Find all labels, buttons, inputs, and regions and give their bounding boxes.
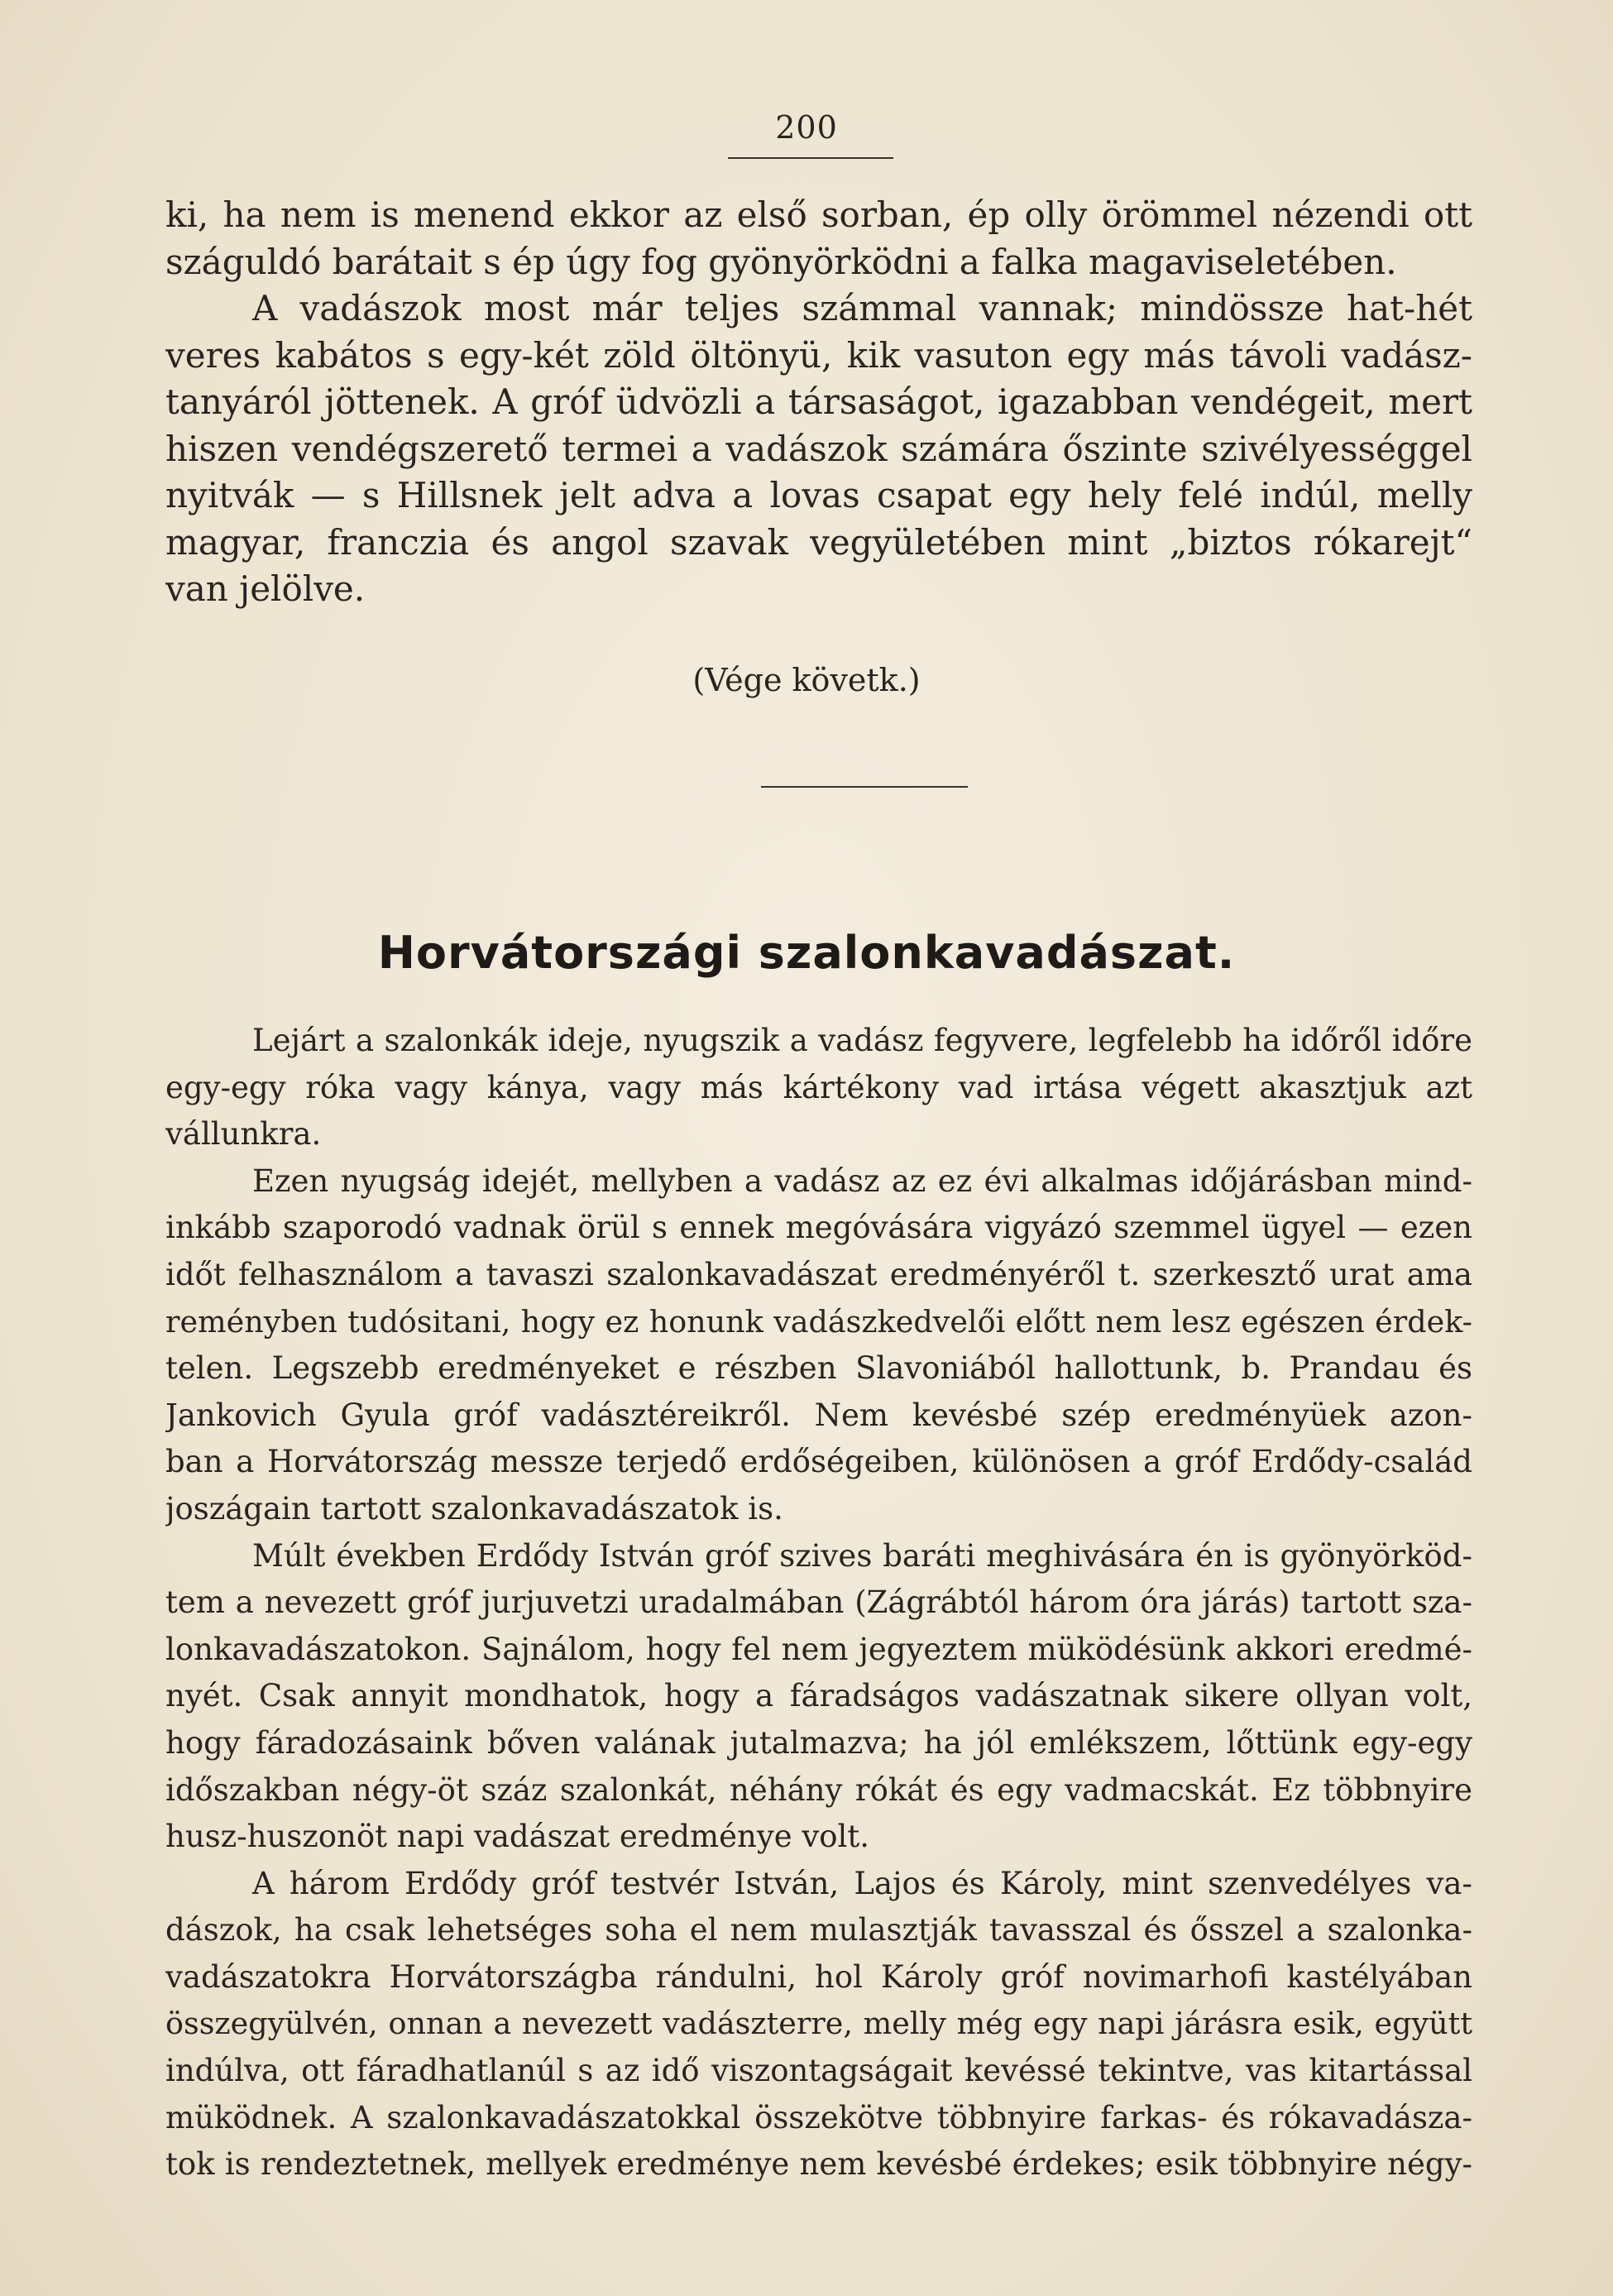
article-title: Horvátországi szalonkavadászat. (377, 927, 1236, 979)
text-line: reményben tudósitani, hogy ez honunk vadászkedvelői előtt nem lesz egészen érdek- (165, 1303, 1472, 1340)
continuation-note: (Vége követk.) (692, 662, 921, 698)
text-line: összegyülvén, onnan a nevezett vadászterre, melly még egy napi járásra esik, együtt (165, 2006, 1472, 2042)
text-line: hiszen vendégszerető termei a vadászok számára őszinte szivélyességgel (165, 428, 1472, 469)
text-line: időszakban négy-öt száz szalonkát, néhány rókát és egy vadmacskát. Ez többnyire (165, 1771, 1472, 1808)
text-line: tok is rendeztetnek, mellyek eredménye nem kevésbé érdekes; esik többnyire négy- (165, 2146, 1472, 2183)
text-line: nyitvák — s Hillsnek jelt adva a lovas csapat egy hely felé indúl, melly (165, 475, 1472, 515)
text-line: A vadászok most már teljes számmal vannak; mindössze hat-hét (252, 288, 1472, 328)
text-line: egy-egy róka vagy kánya, vagy más kártékony vad irtása végett akasztjuk azt (165, 1069, 1472, 1105)
text-line: indúlva, ott fáradhatlanúl s az idő viszontagságait kevéssé tekintve, vas kitartással (165, 2053, 1472, 2089)
article-body (165, 1018, 1472, 2188)
text-line: Jankovich Gyula gróf vadásztéreikről. Nem kevésbé szép eredményüek azon- (165, 1397, 1472, 1433)
text-line: időt felhasználom a tavaszi szalonkavadászat eredményéről t. szerkesztő urat ama (165, 1256, 1472, 1292)
text-line: magyar, franczia és angol szavak vegyületében mint „biztos rókarejt“ (165, 521, 1472, 563)
text-line: Lejárt a szalonkák ideje, nyugszik a vadász fegyvere, legfelebb ha időről időre (252, 1023, 1472, 1058)
text-line: ki, ha nem is menend ekkor az első sorban, ép olly örömmel nézendi ott (165, 194, 1472, 235)
text-line: van jelölve. (165, 568, 366, 609)
page-number: 200 (775, 109, 838, 146)
text-line: Ezen nyugság idejét, mellyben a vadász az ez évi alkalmas időjárásban mind- (252, 1162, 1472, 1199)
previous-article-text (165, 192, 1472, 613)
text-line: ban a Horvátország messze terjedő erdőségeiben, különösen a gróf Erdődy-család (165, 1444, 1472, 1480)
text-line: lonkavadászatokon. Sajnálom, hogy fel nem jegyeztem müködésünk akkori eredmé- (165, 1631, 1472, 1667)
text-line: husz-huszonöt napi vadászat eredménye volt. (165, 1819, 870, 1855)
text-line: vállunkra. (165, 1116, 322, 1153)
text-line: Múlt években Erdődy István gróf szives baráti meghivására én is gyönyörköd- (252, 1537, 1472, 1574)
text-line: dászok, ha csak lehetséges soha el nem mulasztják tavasszal és ősszel a szalonka- (165, 1912, 1472, 1948)
text-line: hogy fáradozásaink bőven valának jutalmazva; ha jól emlékszem, lőttünk egy-egy (165, 1724, 1472, 1761)
section-divider (761, 786, 968, 788)
page-number-rule (728, 157, 893, 159)
text-line: joszágain tartott szalonkavadászatok is. (165, 1490, 783, 1527)
text-line: veres kabátos s egy-két zöld öltönyü, kik vasuton egy más távoli vadász- (165, 334, 1472, 376)
text-line: vadászatokra Horvátországba rándulni, hol Károly gróf novimarhofi kastélyában (165, 1958, 1472, 1995)
text-line: müködnek. A szalonkavadászatokkal összekötve többnyire farkas- és rókavadásza- (165, 2099, 1472, 2135)
text-line: inkább szaporodó vadnak örül s ennek megóvására vigyázó szemmel ügyel — ezen (165, 1210, 1472, 1246)
text-line: nyét. Csak annyit mondhatok, hogy a fáradságos vadászatnak sikere ollyan volt, (165, 1678, 1472, 1714)
text-line: telen. Legszebb eredményeket e részben Slavoniából hallottunk, b. Prandau és (165, 1350, 1472, 1387)
text-line: A három Erdődy gróf testvér István, Lajos és Károly, mint szenvedélyes va- (252, 1865, 1472, 1901)
text-line: tanyáról jöttenek. A gróf üdvözli a társaságot, igazabban vendégeit, mert (165, 381, 1472, 422)
text-line: száguldó barátait s ép úgy fog gyönyörködni a falka magaviseletében. (165, 241, 1397, 282)
text-line: tem a nevezett gróf jurjuvetzi uradalmában (Zágrábtól három óra járás) tartott sza- (165, 1584, 1472, 1621)
